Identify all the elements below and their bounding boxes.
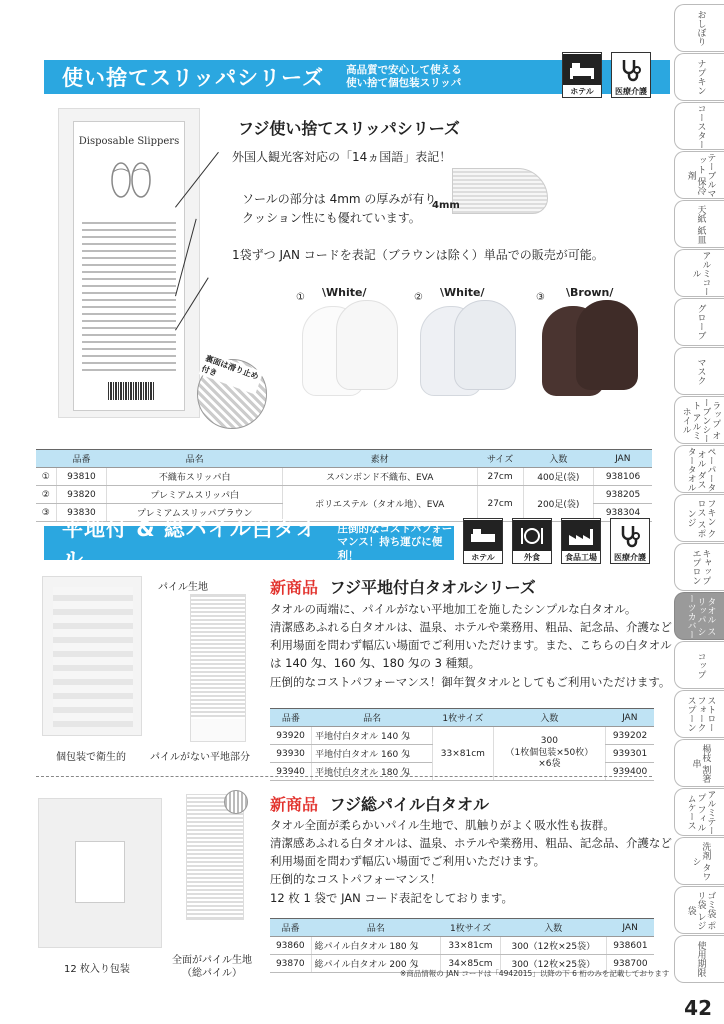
factory-icon bbox=[562, 520, 600, 551]
pack-caption: 12 枚入り包装 bbox=[64, 964, 130, 975]
table-row: ③ 93830 プレミアムスリッパブラウン 938304 bbox=[36, 504, 652, 522]
variant-number: ① bbox=[296, 292, 305, 303]
twelve-pack-towel-image bbox=[38, 798, 162, 948]
index-tab[interactable]: グローブ bbox=[674, 298, 724, 346]
towel-section-header bbox=[44, 517, 454, 571]
index-tab[interactable]: テーブルマット 保冷剤 bbox=[674, 151, 724, 199]
individual-pack-towel-image bbox=[42, 576, 142, 736]
flat-edge-towel-image bbox=[190, 594, 246, 742]
index-tab[interactable]: ストロー フォーク スプーン bbox=[674, 690, 724, 738]
pile-caption: 全面がパイル生地 （総パイル） bbox=[172, 955, 252, 979]
slipper-spec-table: 品番 品名 素材 サイズ 入数 JAN ① 93810 不織布スリッパ白 スパンボンド不織布、EVA 27cm 400足(袋) 938106 ② 93820 プレミアムスリッパ白 ポリエステル（タオル地）、EVA 27cm 200足(袋) 938205 ③ 93830 プレミアムスリッパブラウン 938304 bbox=[36, 449, 652, 522]
table-row: 93920 平地付白タオル 140 匁 33×81cm 300 （1枚個包装×50枚） ×6袋 939202 bbox=[270, 727, 654, 745]
white-slipper-1b-image bbox=[336, 300, 398, 390]
brown-slipper-b-image bbox=[576, 300, 638, 390]
table-row: ② 93820 プレミアムスリッパ白 ポリエステル（タオル地）、EVA 27cm 200足(袋) 938205 bbox=[36, 486, 652, 504]
index-tab[interactable]: マスク bbox=[674, 347, 724, 395]
package-title: Disposable Slippers bbox=[78, 136, 180, 147]
index-tab[interactable]: タオル スリッパ シーツカバー bbox=[674, 592, 724, 640]
pack-caption: 個包装で衛生的 bbox=[56, 752, 126, 763]
index-tab[interactable]: アルミテープ フィルムケース bbox=[674, 788, 724, 836]
variant-number: ② bbox=[414, 292, 423, 303]
white-slipper-2b-image bbox=[454, 300, 516, 390]
towel2-title: 新商品 フジ総パイル白タオル bbox=[270, 795, 489, 814]
sole-note: 裏面は滑り止め付き bbox=[199, 351, 264, 394]
bed-icon bbox=[464, 520, 502, 551]
new-label: 新商品 bbox=[270, 795, 319, 814]
footnote: ※商品情報の JAN コードは「4942015」以降の下 6 桁のみを記載しております bbox=[400, 969, 670, 978]
slipper-package-image bbox=[58, 108, 260, 418]
index-tab[interactable]: ナプキン bbox=[674, 53, 724, 101]
index-tab[interactable]: コップ bbox=[674, 641, 724, 689]
index-tab[interactable]: おしぼり bbox=[674, 4, 724, 52]
dining-icon bbox=[513, 520, 551, 551]
index-tabs bbox=[674, 0, 724, 990]
slippers-illustration-icon bbox=[108, 160, 154, 200]
dining-badge: 外食 bbox=[512, 518, 552, 564]
variant-label: \Brown/ bbox=[566, 286, 614, 299]
variant-number: ③ bbox=[536, 292, 545, 303]
factory-badge: 食品工場 bbox=[561, 518, 601, 564]
sole-thickness-image bbox=[452, 168, 548, 214]
stethoscope-icon bbox=[611, 520, 649, 551]
towel1-spec-table: 品番 品名 1枚サイズ 入数 JAN 93920 平地付白タオル 140 匁 33×81cm 300 （1枚個包装×50枚） ×6袋 939202 93930 平地付白タオル 160 匁 939301 93940 平地付白タオル 180 匁 939400 bbox=[270, 708, 654, 781]
variant-label: \White/ bbox=[322, 286, 367, 299]
page-number: 42 bbox=[684, 996, 712, 1020]
new-label: 新商品 bbox=[270, 578, 319, 597]
pile-caption: パイル生地 bbox=[158, 582, 208, 593]
flat-caption: パイルがない平地部分 bbox=[150, 752, 250, 763]
index-tab[interactable]: 使用期限 bbox=[674, 935, 724, 983]
section-subtitle: 高品質で安心して使える 使い捨て個包装スリッパ bbox=[346, 63, 462, 89]
table-row: ① 93810 不織布スリッパ白 スパンボンド不織布、EVA 27cm 400足(袋) 938106 bbox=[36, 468, 652, 486]
barcode bbox=[108, 382, 154, 400]
index-tab[interactable]: 洗剤 タワシ bbox=[674, 837, 724, 885]
index-tab[interactable]: ラップ オーブンシート アルミホイル bbox=[674, 396, 724, 444]
towel2-description: タオル全面が柔らかいパイル生地で、肌触りがよく吸水性も抜群。 清潔感あふれる白タオルは、温泉、ホテルや業務用、粗品、記念品、介護など 利用場面を問わず幅広い場面でご利用いただけます。 圧倒的なコストパフォーマンス！ 12 枚 1 袋で JAN コード表記をしております。 bbox=[270, 818, 672, 905]
section-subtitle: 圧倒的なコストパフォー マンス！持ち運びに便利！ bbox=[337, 523, 453, 562]
towel2-spec-table: 品番 品名 1枚サイズ 入数 JAN 93860 総パイル白タオル 180 匁 33×81cm 300（12枚×25袋） 938601 93870 総パイル白タオル 200 匁 34×85cm 300（12枚×25袋） 938700 bbox=[270, 918, 654, 973]
feature-languages: 外国人観光客対応の「14ヵ国語」表記！ bbox=[232, 150, 452, 164]
index-tab[interactable]: 楊枝 割箸 串 bbox=[674, 739, 724, 787]
hotel-badge: ホテル bbox=[463, 518, 503, 564]
variant-label: \White/ bbox=[440, 286, 485, 299]
section-title: 平地付 & 総パイル白タオル bbox=[62, 517, 318, 571]
feature-jan: 1袋ずつ JAN コードを表記（ブラウンは除く）単品での販売が可能。 bbox=[232, 248, 604, 262]
thickness-label: 4mm bbox=[432, 200, 460, 211]
table-row: 93930 平地付白タオル 160 匁 939301 bbox=[270, 745, 654, 763]
index-tab[interactable]: 天紙 紙皿 bbox=[674, 200, 724, 248]
towel1-description: タオルの両端に、パイルがない平地加工を施したシンプルな白タオル。 清潔感あふれる白タオルは、温泉、ホテルや業務用、粗品、記念品、介護など 利用場面を問わず幅広い場面でご利用いただけます。また、こちらの白タオル は 140 匁、160 匁、180 匁の 3 種類。 圧倒的なコストパフォーマンス！御年賀タオルとしてもご利用いただけます。 bbox=[270, 602, 672, 689]
package-card bbox=[73, 121, 185, 411]
section-divider bbox=[36, 776, 652, 777]
slipper-product-title: フジ使い捨てスリッパシリーズ bbox=[238, 119, 460, 138]
table-row: 93860 総パイル白タオル 180 匁 33×81cm 300（12枚×25袋） 938601 bbox=[270, 937, 654, 955]
medical-badge: 医療介護 bbox=[610, 518, 650, 564]
index-tab[interactable]: ゴミ袋 ポリ袋 レジ袋 bbox=[674, 886, 724, 934]
hotel-badge: ホテル bbox=[562, 52, 602, 98]
table-row: 93870 総パイル白タオル 200 匁 34×85cm 300（12枚×25袋） 938700 bbox=[270, 955, 654, 973]
medical-badge: 医療介護 bbox=[611, 52, 651, 98]
section-title: 使い捨てスリッパシリーズ bbox=[62, 66, 325, 90]
pile-closeup-image bbox=[224, 790, 248, 814]
index-tab[interactable]: フキン クロス スポンジ bbox=[674, 494, 724, 542]
feature-sole: ソールの部分は 4mm の厚みが有り クッション性にも優れています。 bbox=[242, 192, 437, 226]
bed-icon bbox=[563, 54, 601, 85]
table-row: 93940 平地付白タオル 180 匁 939400 bbox=[270, 763, 654, 781]
towel1-title: 新商品 フジ平地付白タオルシリーズ bbox=[270, 578, 536, 597]
index-tab[interactable]: アルミコール bbox=[674, 249, 724, 297]
index-tab[interactable]: キャップ エプロン bbox=[674, 543, 724, 591]
index-tab[interactable]: ペーパータオル ダスタータオル bbox=[674, 445, 724, 493]
index-tab[interactable]: コースター bbox=[674, 102, 724, 150]
stethoscope-icon bbox=[612, 54, 650, 85]
